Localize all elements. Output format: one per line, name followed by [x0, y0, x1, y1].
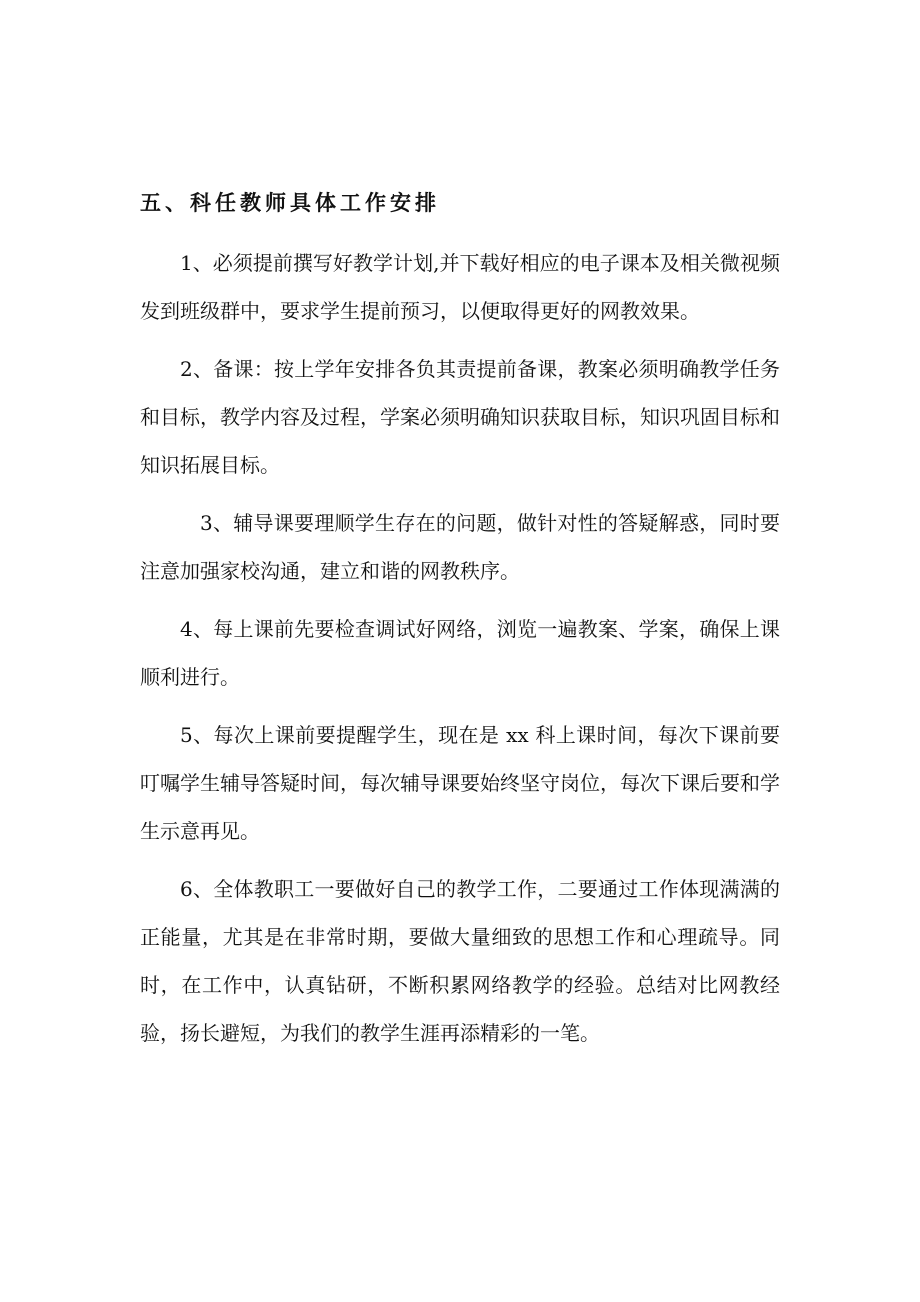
- document-body: [140, 183, 780, 1067]
- paragraph-6: 6、全体教职工一要做好自己的教学工作，二要通过工作体现满满的正能量，尤其是在非常时期，要做大量细致的思想工作和心理疏导。同时，在工作中，认真钻研，不断积累网络教学的经验。总结对比网教经验，扬长避短，为我们的教学生涯再添精彩的一笔。: [140, 877, 780, 1045]
- paragraph-3: 3、辅导课要理顺学生存在的问题，做针对性的答疑解惑，同时要注意加强家校沟通，建立和谐的网教秩序。: [140, 511, 780, 583]
- section-heading: 五、科任教师具体工作安排: [140, 190, 440, 215]
- paragraph-5: 5、每次上课前要提醒学生，现在是 xx 科上课时间，每次下课前要叮嘱学生辅导答疑时间，每次辅导课要始终坚守岗位，每次下课后要和学生示意再见。: [140, 723, 780, 843]
- paragraph-1: 1、必须提前撰写好教学计划,并下载好相应的电子课本及相关微视频发到班级群中，要求学生提前预习，以便取得更好的网教效果。: [140, 251, 780, 323]
- paragraph-2: 2、备课：按上学年安排各负其责提前备课，教案必须明确教学任务和目标，教学内容及过程，学案必须明确知识获取目标，知识巩固目标和知识拓展目标。: [140, 357, 780, 477]
- paragraph-4: 4、每上课前先要检查调试好网络，浏览一遍教案、学案，确保上课顺利进行。: [140, 617, 780, 689]
